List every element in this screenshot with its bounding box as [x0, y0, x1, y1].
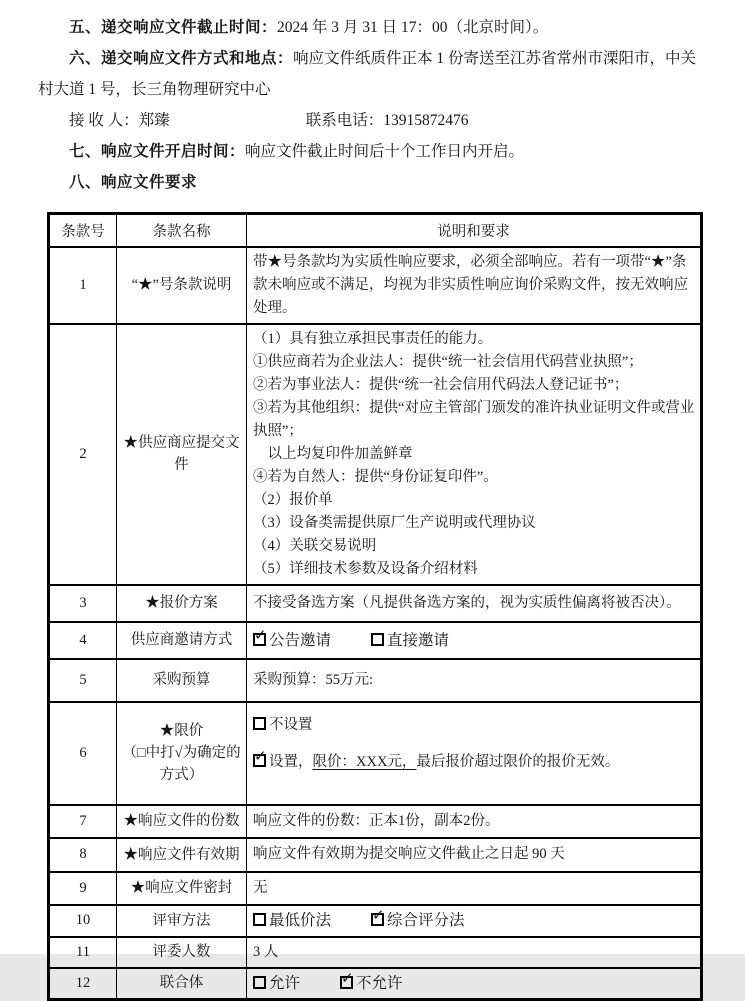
desc-line: ✓ 设置，限价：XXX元，最后报价超过限价的报价无效。: [254, 746, 620, 770]
table-row: [49, 702, 702, 805]
clause-name-cell: [117, 905, 247, 937]
underlined-text: 限价：XXX元，: [312, 753, 417, 770]
clause-desc-cell: [247, 324, 702, 585]
section-opening: [38, 136, 705, 167]
receiver-name: 郑臻: [138, 112, 170, 129]
clause-name-line: 评委人数: [152, 944, 211, 960]
phone-number: 13915872476: [383, 112, 469, 129]
clause-name-cell: [117, 872, 247, 905]
clause-name-cell: [117, 838, 247, 872]
phone-label: 联系电话：: [305, 112, 384, 129]
clause-name-cell: [117, 622, 247, 659]
clause-number-cell: 5: [49, 659, 117, 702]
clause-number-cell: 11: [49, 937, 117, 968]
clause-number-cell: 9: [49, 872, 117, 905]
clause-desc-cell: [247, 872, 702, 905]
clause-name-line: ★报价方案: [145, 595, 218, 611]
clause-number-cell: 6: [49, 702, 117, 805]
checkbox-unchecked-icon: [253, 976, 266, 989]
desc-line: [253, 906, 696, 932]
section-delivery-text: 响应文件纸质件正本 1 份寄送至江苏省常州市溧阳市，中关村大道 1 号，长三角物理研究中心: [38, 50, 697, 98]
clause-name-line: 评审方法: [152, 912, 211, 929]
desc-line: 不接受备选方案（凡提供备选方案的，视为实质性偏离将被否决）。: [253, 594, 681, 611]
table-row: [49, 872, 702, 905]
checkbox-label: 直接邀请: [387, 631, 450, 649]
clause-name-line: ★响应文件密封: [130, 880, 233, 896]
clause-name-cell: [117, 968, 247, 1000]
header-cell: 说明和要求: [247, 214, 702, 247]
clause-name-line: （□中打√为确定的方式）: [122, 745, 241, 783]
clause-desc-cell: [247, 805, 702, 838]
clause-name-line: “★”号条款说明: [131, 277, 232, 293]
clause-name-cell: [117, 937, 247, 968]
table-row: [49, 622, 702, 659]
desc-line: 响应文件有效期为提交响应文件截止之日起 90 天: [253, 846, 565, 862]
table-row: [49, 324, 702, 585]
clause-number-cell: 1: [49, 247, 117, 324]
section-deadline: [38, 12, 705, 43]
phone: [306, 112, 469, 129]
desc-line: 响应文件的份数：正本1份，副本2份。: [253, 812, 500, 829]
clause-name-line: ★限价: [159, 723, 204, 739]
clause-number-cell: 3: [49, 585, 117, 622]
desc-line: ②若为事业法人：提供“统一社会信用代码法人登记证书”；: [253, 376, 629, 393]
table-row: [49, 937, 702, 968]
desc-line: 无: [253, 879, 268, 896]
clause-name-line: ★供应商应提交文件: [123, 435, 240, 473]
clause-desc-cell: [247, 585, 702, 622]
section-requirements-label: 八、响应文件要求: [69, 174, 198, 191]
checkbox-label: 不允许: [356, 974, 403, 992]
section-delivery: [38, 43, 705, 105]
checkbox-label: 不设置: [269, 716, 313, 733]
header-cell: 条款号: [49, 214, 117, 247]
desc-line: （4）关联交易说明: [253, 537, 377, 554]
clause-name-cell: [117, 659, 247, 702]
checkbox-checked-icon: ✓: [341, 968, 354, 987]
desc-line: [253, 714, 696, 737]
desc-line: 以上均复印件加盖鲜章: [253, 445, 413, 462]
header-cell: 条款名称: [117, 214, 247, 247]
checkbox-checked-icon: ✓: [254, 746, 267, 765]
clause-name-cell: [117, 247, 247, 324]
header-row: [49, 214, 702, 247]
clause-name-line: 供应商邀请方式: [130, 632, 233, 648]
clause-desc-cell: [247, 659, 702, 702]
desc-line: （5）详细技术参数及设备介绍材料: [253, 560, 478, 577]
contact-line: [38, 105, 705, 136]
clause-name-line: 采购预算: [152, 672, 211, 688]
clause-desc-cell: [247, 905, 702, 937]
receiver: [69, 112, 170, 129]
receiver-label: 接 收 人：: [69, 112, 139, 129]
clause-number-cell: 2: [49, 324, 117, 585]
table-row: [49, 659, 702, 702]
table-body: [49, 247, 702, 1000]
desc-line: ④若为自然人：提供“身份证复印件”。: [253, 468, 498, 485]
clause-number-cell: 10: [49, 905, 117, 937]
desc-line: [253, 625, 696, 652]
checkbox-unchecked-icon: [371, 633, 384, 646]
clause-desc-cell: [247, 937, 702, 968]
checkbox-label: 公告邀请: [269, 631, 332, 649]
clause-number-cell: 7: [49, 805, 117, 838]
section-delivery-label: 六、递交响应文件方式和地点：: [69, 50, 294, 67]
clause-name-cell: [117, 805, 247, 838]
clause-name-cell: [117, 702, 247, 805]
clause-name-cell: [117, 324, 247, 585]
checkbox-unchecked-icon: [253, 717, 266, 730]
clause-number-cell: 4: [49, 622, 117, 659]
clause-name-line: 联合体: [159, 975, 204, 992]
desc-line: ①供应商若为企业法人：提供“统一社会信用代码营业执照”；: [253, 353, 643, 370]
section-opening-text: 响应文件截止时间后十个工作日内开启。: [245, 143, 525, 160]
checkbox-label: 允许: [269, 974, 301, 992]
section-requirements: [38, 167, 705, 198]
table-row: [49, 585, 702, 622]
desc-line: ③若为其他组织：提供“对应主管部门颁发的准许执业证明文件或营业执照”；: [253, 399, 695, 439]
checkbox-label: 最低价法: [269, 912, 332, 929]
clause-name-cell: [117, 585, 247, 622]
clause-name-line: ★响应文件有效期: [123, 846, 240, 863]
section-deadline-label: 五、递交响应文件截止时间：: [69, 19, 278, 36]
clause-desc-cell: [247, 622, 702, 659]
checkbox-checked-icon: ✓: [372, 906, 385, 924]
checkbox-label: 综合评分法: [387, 912, 465, 929]
section-opening-label: 七、响应文件开启时间：: [69, 143, 246, 160]
clause-desc-cell: [247, 838, 702, 872]
clause-desc-cell: [247, 702, 702, 805]
desc-line: 3 人: [253, 943, 279, 960]
desc-line: （2）报价单: [253, 491, 333, 508]
section-deadline-text: 2024 年 3 月 31 日 17：00（北京时间）。: [277, 19, 549, 36]
clause-number-cell: 12: [49, 968, 117, 1000]
desc-line: 带★号条款均为实质性响应要求，必须全部响应。若有一项带“★”条款未响应或不满足，均视为非实质性响应询价采购文件，按无效响应处理。: [253, 253, 688, 316]
table-row: [49, 805, 702, 838]
table-header: [49, 214, 702, 247]
clause-desc-cell: [247, 247, 702, 324]
requirements-table: [47, 212, 703, 1001]
desc-line: （1）具有独立承担民事责任的能力。: [253, 330, 493, 347]
desc-line: 采购预算：55万元:: [253, 671, 374, 688]
table-row: [49, 905, 702, 937]
table-row: [49, 838, 702, 872]
checkbox-unchecked-icon: [253, 913, 266, 926]
clause-number-cell: 8: [49, 838, 117, 872]
table-row: [49, 247, 702, 324]
desc-line: （3）设备类需提供原厂生产说明或代理协议: [253, 514, 536, 531]
clause-desc-cell: [247, 968, 702, 1000]
desc-line: [253, 968, 696, 995]
clause-name-line: ★响应文件的份数: [123, 813, 240, 829]
checkbox-label: 设置，: [269, 753, 313, 770]
checkbox-checked-icon: ✓: [254, 625, 267, 644]
table-row: [49, 968, 702, 1000]
